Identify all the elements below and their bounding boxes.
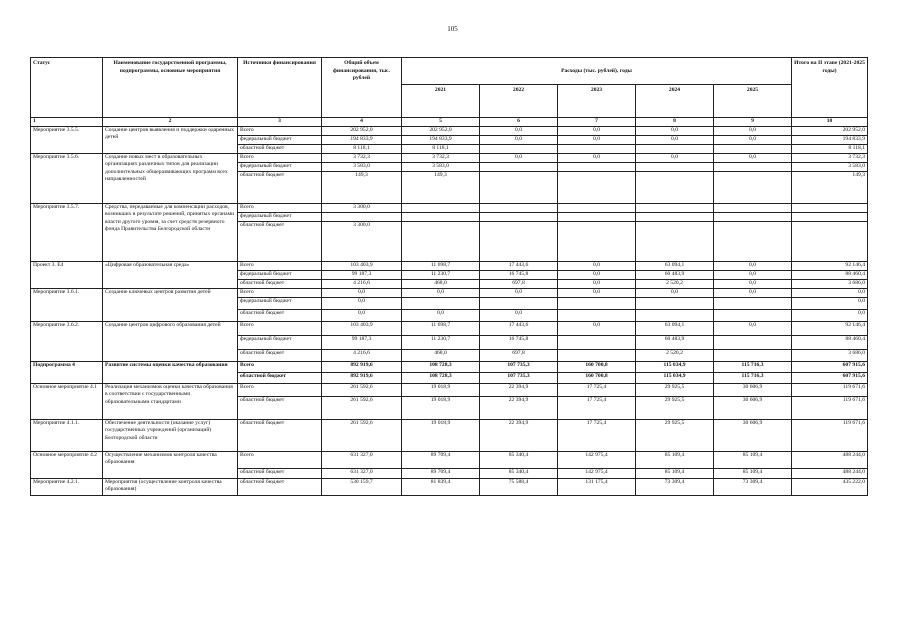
stage-total-cell: 119 671,6	[792, 419, 868, 451]
year-value-cell: 0,0	[558, 279, 636, 288]
budget-table	[30, 57, 868, 496]
col-number: 1	[31, 118, 103, 127]
total-cell: 530 159,7	[322, 478, 402, 495]
year-value-cell: 0,0	[558, 135, 636, 144]
year-value-cell: 16 745,8	[480, 270, 558, 279]
stage-total-cell: 0,0	[792, 297, 868, 309]
budget-table-wrapper	[30, 57, 867, 496]
stage-total-cell: 202 952,0	[792, 126, 868, 135]
stage-total-cell: 607 915,6	[792, 372, 868, 383]
year-value-cell	[558, 162, 636, 171]
activity-name-cell: Реализация механизмов оценки качества образования в соответствии с государственными образовательными стандартами	[103, 383, 238, 419]
activity-name-cell: Средства, передаваемые для компенсации расходов, возникших в результате решений, принятых органами власти другого уровня, за счет средств резервного фонда Правительства Белгородской области	[103, 203, 238, 261]
year-value-cell: 108 728,3	[402, 361, 480, 372]
stage-total-cell: 607 915,6	[792, 361, 868, 372]
year-value-cell: 108 728,3	[402, 372, 480, 383]
year-value-cell: 0,0	[714, 126, 792, 135]
year-value-cell	[636, 212, 714, 221]
activity-name-cell: «Цифровая образовательная среда»	[103, 261, 238, 288]
source-cell: областной бюджет	[238, 279, 322, 288]
stage-total-cell: 119 671,6	[792, 383, 868, 396]
stage-total-cell: 0,0	[792, 309, 868, 321]
stage-total-cell: 3 686,0	[792, 279, 868, 288]
source-cell: федеральный бюджет	[238, 335, 322, 349]
total-cell: 892 919,6	[322, 372, 402, 383]
activity-name-cell: Обеспечение деятельности (оказание услуг) государственных учреждений (организаций) Белгородской области	[103, 419, 238, 451]
total-cell: 103 403,9	[322, 321, 402, 335]
stage-total-cell: 3 583,0	[792, 162, 868, 171]
source-cell: Всего	[238, 126, 322, 135]
col-number: 4	[322, 118, 402, 127]
source-cell: областной бюджет	[238, 171, 322, 203]
table-row	[31, 321, 868, 335]
header-expenses: Расходы (тыс. рублей), годы	[402, 58, 792, 85]
year-value-cell	[636, 171, 714, 203]
total-cell: 103 403,9	[322, 261, 402, 270]
year-value-cell: 142 975,4	[558, 451, 636, 468]
header-year-2025: 2025	[714, 85, 792, 118]
year-value-cell: 89 709,4	[402, 468, 480, 478]
year-value-cell: 0,0	[480, 309, 558, 321]
stage-total-cell: 8 118,1	[792, 144, 868, 153]
year-value-cell: 0,0	[480, 126, 558, 135]
stage-total-cell: 0,0	[792, 288, 868, 297]
header-total: Общий объем финансирования, тыс. рублей	[322, 58, 402, 118]
stage-total-cell: 488 244,0	[792, 451, 868, 468]
year-value-cell: 0,0	[714, 261, 792, 270]
year-value-cell	[636, 221, 714, 261]
year-value-cell: 115 716,3	[714, 361, 792, 372]
year-value-cell	[714, 297, 792, 309]
source-cell: Всего	[238, 153, 322, 162]
status-cell: Мероприятие 3.6.2.	[31, 321, 103, 361]
source-cell: областной бюджет	[238, 419, 322, 451]
year-value-cell: 0,0	[558, 270, 636, 279]
year-value-cell: 11 698,7	[402, 321, 480, 335]
year-value-cell: 131 175,4	[558, 478, 636, 495]
year-value-cell: 0,0	[714, 321, 792, 335]
col-number: 2	[103, 118, 238, 127]
year-value-cell	[714, 335, 792, 349]
year-value-cell: 0,0	[558, 288, 636, 297]
year-value-cell: 73 309,4	[636, 478, 714, 495]
year-value-cell: 107 735,3	[480, 372, 558, 383]
year-value-cell: 0,0	[558, 126, 636, 135]
year-value-cell	[714, 349, 792, 361]
year-value-cell: 0,0	[480, 135, 558, 144]
status-cell: Мероприятие 3.6.1.	[31, 288, 103, 321]
year-value-cell	[714, 221, 792, 261]
total-cell	[322, 212, 402, 221]
year-value-cell	[480, 144, 558, 153]
year-value-cell	[480, 297, 558, 309]
source-cell: федеральный бюджет	[238, 162, 322, 171]
year-value-cell: 11 230,7	[402, 335, 480, 349]
year-value-cell: 0,0	[714, 153, 792, 162]
source-cell: областной бюджет	[238, 372, 322, 383]
year-value-cell	[558, 349, 636, 361]
year-value-cell: 142 975,4	[558, 468, 636, 478]
year-value-cell: 81 839,4	[402, 478, 480, 495]
source-cell: федеральный бюджет	[238, 297, 322, 309]
source-cell: Всего	[238, 321, 322, 335]
year-value-cell	[558, 297, 636, 309]
source-cell: областной бюджет	[238, 144, 322, 153]
year-value-cell: 3 732,3	[402, 153, 480, 162]
year-value-cell	[558, 203, 636, 212]
year-value-cell: 194 833,9	[402, 135, 480, 144]
activity-name-cell: Развитие системы оценки качества образования	[103, 361, 238, 383]
source-cell: Всего	[238, 383, 322, 396]
activity-name-cell: Создание центров цифрового образования детей	[103, 321, 238, 361]
year-value-cell	[714, 309, 792, 321]
year-value-cell: 0,0	[714, 279, 792, 288]
year-value-cell: 2 520,2	[636, 349, 714, 361]
year-value-cell	[636, 309, 714, 321]
year-value-cell: 0,0	[402, 288, 480, 297]
stage-total-cell: 3 732,3	[792, 153, 868, 162]
year-value-cell	[636, 297, 714, 309]
year-value-cell	[402, 221, 480, 261]
total-cell: 261 592,6	[322, 383, 402, 396]
source-cell: Всего	[238, 451, 322, 468]
table-row	[31, 126, 868, 135]
source-cell: Всего	[238, 288, 322, 297]
stage-total-cell: 92 146,4	[792, 261, 868, 270]
year-value-cell: 0,0	[714, 288, 792, 297]
header-year-2024: 2024	[636, 85, 714, 118]
header-status: Статус	[31, 58, 103, 118]
year-value-cell	[558, 221, 636, 261]
year-value-cell: 30 606,9	[714, 383, 792, 396]
year-value-cell: 85 109,4	[714, 468, 792, 478]
total-cell: 202 952,0	[322, 126, 402, 135]
year-value-cell: 115 716,3	[714, 372, 792, 383]
year-value-cell: 17 725,4	[558, 383, 636, 396]
year-value-cell: 30 606,9	[714, 419, 792, 451]
year-value-cell: 63 094,1	[636, 321, 714, 335]
source-cell: федеральный бюджет	[238, 270, 322, 279]
year-value-cell	[558, 171, 636, 203]
total-cell: 99 187,3	[322, 335, 402, 349]
stage-total-cell: 488 244,0	[792, 468, 868, 478]
year-value-cell: 85 109,4	[714, 451, 792, 468]
stage-total-cell	[792, 221, 868, 261]
header-year-2022: 2022	[480, 85, 558, 118]
status-cell: Основное мероприятие 4.2	[31, 451, 103, 478]
year-value-cell	[480, 212, 558, 221]
source-cell: областной бюджет	[238, 349, 322, 361]
source-cell: федеральный бюджет	[238, 212, 322, 221]
year-value-cell: 468,0	[402, 279, 480, 288]
year-value-cell: 29 925,5	[636, 396, 714, 419]
year-value-cell: 17 725,4	[558, 419, 636, 451]
year-value-cell: 115 034,9	[636, 361, 714, 372]
year-value-cell: 17 725,4	[558, 396, 636, 419]
year-value-cell	[714, 171, 792, 203]
total-cell: 631 327,0	[322, 468, 402, 478]
col-number: 5	[402, 118, 480, 127]
year-value-cell: 468,0	[402, 349, 480, 361]
stage-total-cell: 88 460,4	[792, 335, 868, 349]
total-cell: 194 833,9	[322, 135, 402, 144]
year-value-cell	[636, 162, 714, 171]
col-number: 6	[480, 118, 558, 127]
status-cell: Мероприятие 3.5.7.	[31, 203, 103, 261]
source-cell: областной бюджет	[238, 396, 322, 419]
column-number-row	[31, 118, 868, 127]
header-year-2023: 2023	[558, 85, 636, 118]
total-cell: 261 592,6	[322, 396, 402, 419]
table-row	[31, 203, 868, 212]
year-value-cell	[402, 212, 480, 221]
year-value-cell: 149,3	[402, 171, 480, 203]
table-header	[31, 58, 868, 127]
stage-total-cell: 3 686,0	[792, 349, 868, 361]
year-value-cell: 697,8	[480, 349, 558, 361]
year-value-cell: 0,0	[480, 153, 558, 162]
year-value-cell: 11 698,7	[402, 261, 480, 270]
year-value-cell	[714, 144, 792, 153]
stage-total-cell	[792, 212, 868, 221]
year-value-cell: 202 952,0	[402, 126, 480, 135]
activity-name-cell: Осуществление механизмов контроля качества образования	[103, 451, 238, 478]
total-cell: 631 327,0	[322, 451, 402, 468]
table-row	[31, 451, 868, 468]
source-cell: областной бюджет	[238, 468, 322, 478]
total-cell: 3 732,3	[322, 153, 402, 162]
total-cell: 0,0	[322, 288, 402, 297]
year-value-cell: 85 109,4	[636, 451, 714, 468]
year-value-cell	[714, 203, 792, 212]
table-row	[31, 153, 868, 162]
activity-name-cell: Создание новых мест в образовательных организациях различных типов для реализации дополнительных общеразвивающих программ всех направленностей	[103, 153, 238, 203]
source-cell: областной бюджет	[238, 478, 322, 495]
year-value-cell: 16 745,8	[480, 335, 558, 349]
total-cell: 8 118,1	[322, 144, 402, 153]
year-value-cell: 0,0	[636, 135, 714, 144]
year-value-cell	[636, 144, 714, 153]
table-row	[31, 361, 868, 372]
header-name: Наименование государственной программы, подпрограммы, основные мероприятия	[103, 58, 238, 118]
year-value-cell	[402, 203, 480, 212]
total-cell: 261 592,6	[322, 419, 402, 451]
year-value-cell: 30 606,9	[714, 396, 792, 419]
status-cell: Проект 3. Е4	[31, 261, 103, 288]
year-value-cell: 73 309,4	[714, 478, 792, 495]
total-cell: 892 919,6	[322, 361, 402, 372]
status-cell: Мероприятие 4.1.1.	[31, 419, 103, 451]
col-number: 8	[636, 118, 714, 127]
year-value-cell	[480, 203, 558, 212]
source-cell: областной бюджет	[238, 221, 322, 261]
year-value-cell: 19 018,9	[402, 419, 480, 451]
year-value-cell: 0,0	[636, 288, 714, 297]
stage-total-cell: 92 146,4	[792, 321, 868, 335]
year-value-cell: 29 925,5	[636, 419, 714, 451]
status-cell: Подпрограмма 4	[31, 361, 103, 383]
year-value-cell: 19 018,9	[402, 396, 480, 419]
year-value-cell	[402, 297, 480, 309]
activity-name-cell: Создание центров выявления и поддержки одаренных детей	[103, 126, 238, 153]
source-cell: областной бюджет	[238, 309, 322, 321]
col-number: 7	[558, 118, 636, 127]
col-number: 3	[238, 118, 322, 127]
year-value-cell: 17 443,6	[480, 261, 558, 270]
stage-total-cell: 435 222,0	[792, 478, 868, 495]
year-value-cell: 0,0	[558, 153, 636, 162]
year-value-cell: 89 709,4	[402, 451, 480, 468]
year-value-cell: 160 700,8	[558, 372, 636, 383]
activity-name-cell: Мероприятия (осуществление контроля качества образования)	[103, 478, 238, 495]
total-cell: 99 187,3	[322, 270, 402, 279]
source-cell: федеральный бюджет	[238, 135, 322, 144]
year-value-cell: 0,0	[636, 153, 714, 162]
total-cell: 3 583,0	[322, 162, 402, 171]
header-stage-total: Итого на II этапе (2021-2025 годы)	[792, 58, 868, 118]
table-row	[31, 261, 868, 270]
stage-total-cell: 119 671,6	[792, 396, 868, 419]
year-value-cell: 0,0	[402, 309, 480, 321]
year-value-cell: 60 483,9	[636, 335, 714, 349]
total-cell: 0,0	[322, 309, 402, 321]
table-row	[31, 419, 868, 451]
source-cell: Всего	[238, 261, 322, 270]
total-cell: 0,0	[322, 297, 402, 309]
status-cell: Основное мероприятие 4.1	[31, 383, 103, 419]
year-value-cell	[558, 212, 636, 221]
stage-total-cell: 194 833,9	[792, 135, 868, 144]
total-cell: 4 216,6	[322, 279, 402, 288]
col-number: 10	[792, 118, 868, 127]
total-cell: 149,3	[322, 171, 402, 203]
stage-total-cell	[792, 203, 868, 212]
total-cell: 4 216,6	[322, 349, 402, 361]
total-cell: 3 300,0	[322, 203, 402, 212]
year-value-cell	[480, 221, 558, 261]
status-cell: Мероприятие 3.5.6.	[31, 153, 103, 203]
year-value-cell: 22 394,9	[480, 419, 558, 451]
table-row	[31, 383, 868, 396]
year-value-cell: 107 735,3	[480, 361, 558, 372]
year-value-cell: 0,0	[636, 126, 714, 135]
year-value-cell: 63 094,1	[636, 261, 714, 270]
status-cell: Мероприятие 4.2.1.	[31, 478, 103, 495]
year-value-cell: 115 034,9	[636, 372, 714, 383]
table-body	[31, 126, 868, 495]
year-value-cell: 60 483,9	[636, 270, 714, 279]
year-value-cell: 0,0	[714, 135, 792, 144]
year-value-cell: 0,0	[714, 270, 792, 279]
year-value-cell: 2 520,2	[636, 279, 714, 288]
stage-total-cell: 88 460,4	[792, 270, 868, 279]
status-cell: Мероприятие 3.5.5.	[31, 126, 103, 153]
year-value-cell: 11 230,7	[402, 270, 480, 279]
year-value-cell: 0,0	[558, 261, 636, 270]
header-year-2021: 2021	[402, 85, 480, 118]
year-value-cell: 19 018,9	[402, 383, 480, 396]
year-value-cell: 22 394,9	[480, 383, 558, 396]
year-value-cell	[714, 162, 792, 171]
year-value-cell: 8 118,1	[402, 144, 480, 153]
table-row	[31, 478, 868, 495]
source-cell: Всего	[238, 361, 322, 372]
year-value-cell	[636, 203, 714, 212]
page-number: 105	[447, 25, 458, 33]
source-cell: Всего	[238, 203, 322, 212]
year-value-cell: 85 340,4	[480, 468, 558, 478]
year-value-cell: 17 443,6	[480, 321, 558, 335]
activity-name-cell: Создание ключевых центров развития детей	[103, 288, 238, 321]
year-value-cell: 85 109,4	[636, 468, 714, 478]
col-number: 9	[714, 118, 792, 127]
year-value-cell: 160 700,8	[558, 361, 636, 372]
year-value-cell: 85 340,4	[480, 451, 558, 468]
year-value-cell: 29 925,5	[636, 383, 714, 396]
year-value-cell: 22 394,9	[480, 396, 558, 419]
year-value-cell	[480, 162, 558, 171]
year-value-cell	[714, 212, 792, 221]
total-cell: 3 300,0	[322, 221, 402, 261]
stage-total-cell: 149,3	[792, 171, 868, 203]
year-value-cell	[480, 171, 558, 203]
year-value-cell	[558, 144, 636, 153]
header-source: Источники финансирования	[238, 58, 322, 118]
year-value-cell: 75 588,4	[480, 478, 558, 495]
year-value-cell: 697,8	[480, 279, 558, 288]
year-value-cell: 3 583,0	[402, 162, 480, 171]
year-value-cell	[558, 309, 636, 321]
year-value-cell: 0,0	[480, 288, 558, 297]
table-row	[31, 288, 868, 297]
year-value-cell	[558, 335, 636, 349]
year-value-cell: 0,0	[558, 321, 636, 335]
